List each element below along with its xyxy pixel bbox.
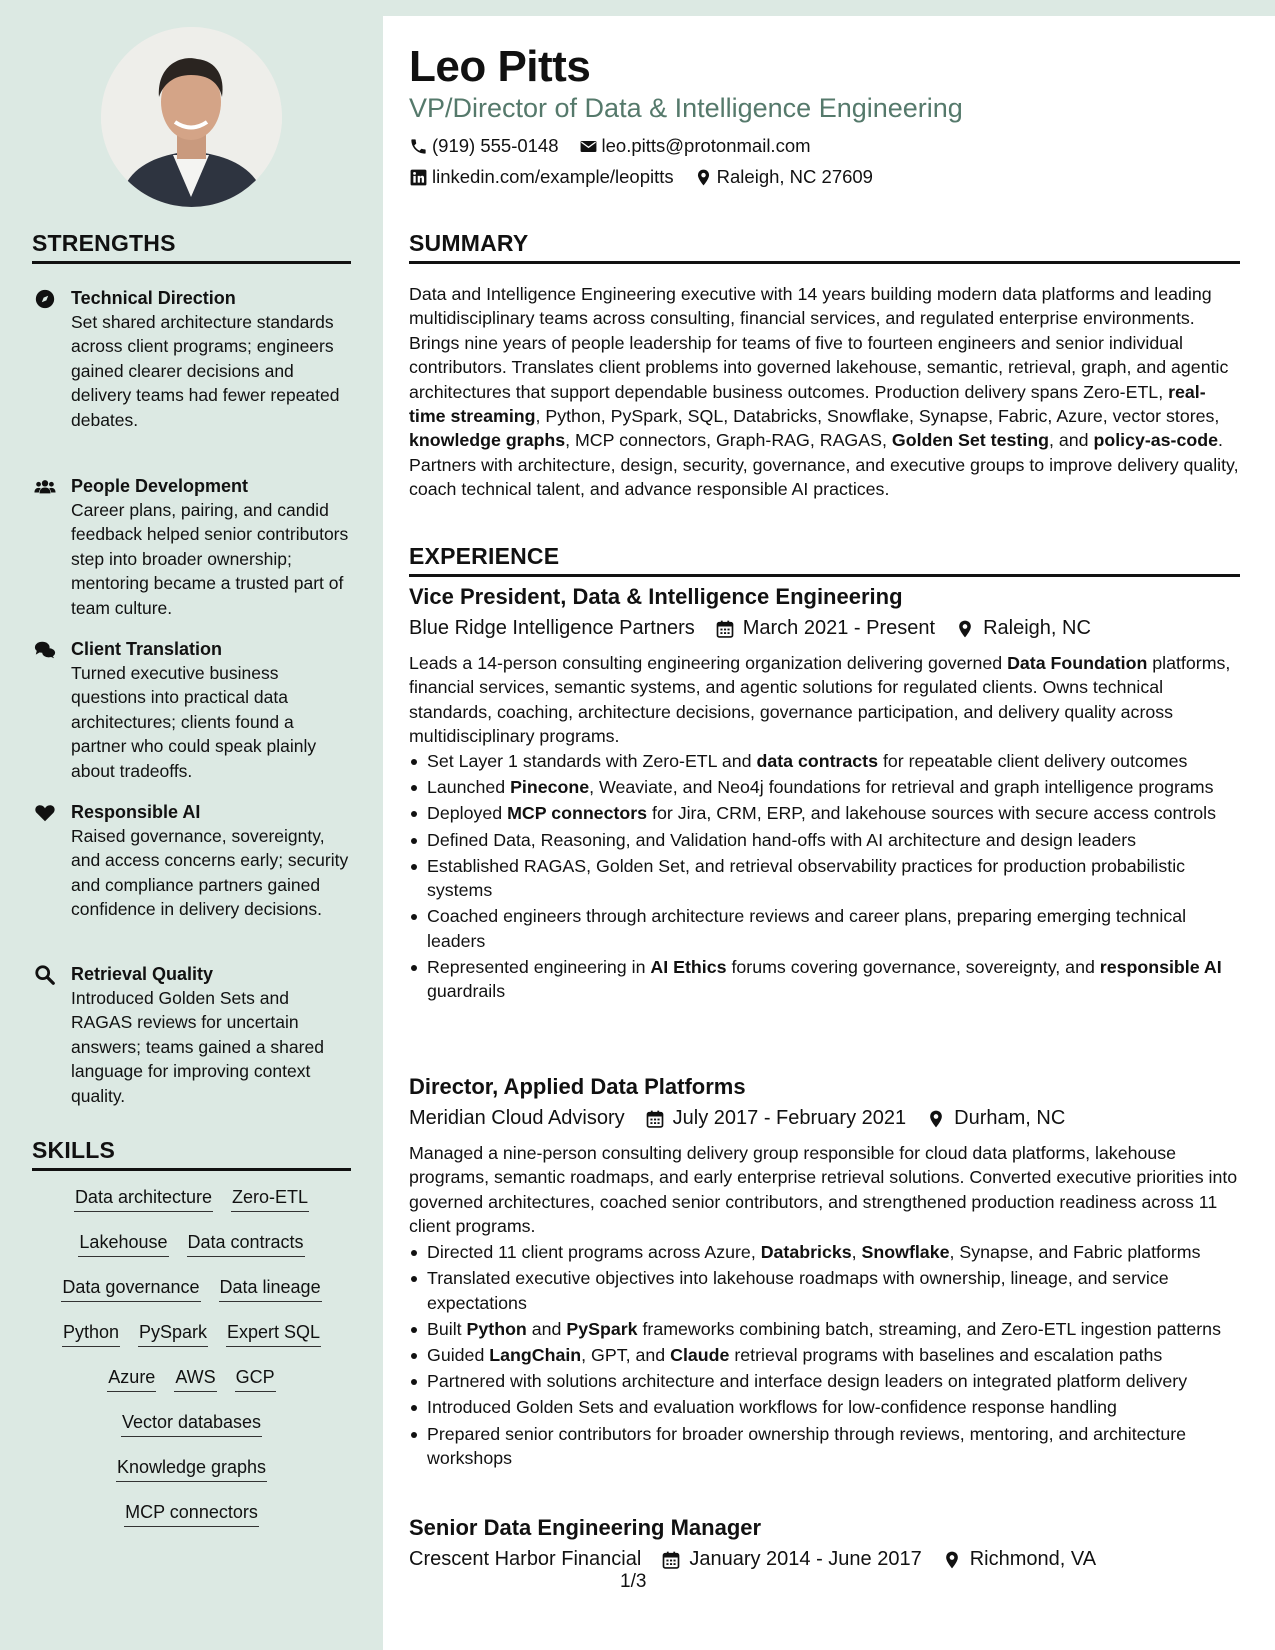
skill-row xyxy=(32,1449,351,1494)
bullet-text: Launched xyxy=(427,777,511,798)
bullet-text: Translated executive objectives into lakehouse roadmaps with ownership, lineage, and service expectations xyxy=(427,1268,1169,1313)
bullet-item xyxy=(409,1422,1241,1471)
strength-description: Set shared architecture standards across client programs; engineers gained clearer decisions and delivery teams had fewer repeated debates. xyxy=(71,312,340,430)
bullet-text: , xyxy=(851,1242,862,1262)
bullet-text: guardrails xyxy=(427,981,506,1002)
bullet-text: Defined Data, Reasoning, and Validation hand-offs with AI architecture and design leaders xyxy=(427,829,1137,850)
bullet-item xyxy=(409,904,1241,953)
bullet-text: , Weaviate, and Neo4j foundations for retrieval and graph intelligence programs xyxy=(589,777,1214,798)
strengths-section xyxy=(32,230,351,264)
job-title: Senior Data Engineering Manager xyxy=(409,1515,762,1540)
profile-photo xyxy=(101,27,282,207)
skill-row xyxy=(32,1359,351,1404)
job-title: Vice President, Data & Intelligence Engineering xyxy=(409,584,903,609)
job-location: Richmond, VA xyxy=(969,1548,1097,1570)
calendar-icon xyxy=(645,1109,665,1129)
strength-description: Introduced Golden Sets and RAGAS reviews for uncertain answers; teams gained a shared language for improving context quality. xyxy=(71,988,324,1106)
contact-row xyxy=(409,166,893,188)
skill-tag: AWS xyxy=(174,1365,216,1392)
skill-row xyxy=(32,1179,351,1224)
skill-tag: GCP xyxy=(235,1365,276,1392)
person-title: VP/Director of Data & Intelligence Engineering xyxy=(409,93,963,123)
summary-heading: SUMMARY xyxy=(409,230,1240,264)
bullet-text: , GPT, and xyxy=(581,1345,671,1366)
job-intro xyxy=(409,651,1241,749)
skill-row xyxy=(32,1314,351,1359)
company-name: Meridian Cloud Advisory xyxy=(409,1107,625,1129)
bullet-item xyxy=(409,828,1241,852)
bullet-bold-text: responsible AI xyxy=(1099,957,1222,978)
bullet-text: Guided xyxy=(427,1345,490,1366)
bullet-item xyxy=(409,854,1241,903)
bullet-text: , Synapse, and Fabric platforms xyxy=(949,1242,1201,1262)
bullet-text: Coached engineers through architecture reviews and career plans, preparing emerging technical leaders xyxy=(427,906,1187,951)
bullet-item xyxy=(409,1369,1241,1393)
bullet-text: Built xyxy=(427,1318,467,1339)
strength-item xyxy=(32,286,351,432)
strength-item xyxy=(32,637,351,783)
skill-tag: MCP connectors xyxy=(124,1500,259,1527)
strength-title: Retrieval Quality xyxy=(71,964,214,984)
person-name: Leo Pitts xyxy=(409,42,591,91)
bullet-item xyxy=(409,1266,1241,1315)
page-number: 1/3 xyxy=(620,1571,647,1592)
phone-number[interactable]: (919) 555-0148 xyxy=(432,135,559,156)
bullet-bold-text: Snowflake xyxy=(861,1242,950,1262)
location-pin-icon xyxy=(694,168,713,187)
job-intro xyxy=(409,1141,1241,1239)
summary-text-bold: knowledge graphs xyxy=(409,430,566,451)
strength-item xyxy=(32,474,351,620)
skill-row xyxy=(32,1269,351,1314)
experience-section xyxy=(409,543,1240,577)
heart-icon xyxy=(34,802,56,824)
skill-tag: Data architecture xyxy=(74,1185,213,1212)
strengths-heading: STRENGTHS xyxy=(32,230,351,264)
linkedin-icon xyxy=(409,168,428,187)
job-intro-part: Managed a nine-person consulting delivery group responsible for cloud data platforms, lakehouse programs, semantic roadmaps, and early enterprise retrieval solutions. Converted executive priorities into governed architectures, coached senior contributors, and strengthened production readiness across 11 client programs. xyxy=(409,1143,1238,1237)
bullet-item xyxy=(409,749,1241,773)
summary-text-part: . Partners with architecture, design, security, governance, and executive groups to improve delivery quality, coach technical talent, and advance responsible AI practices. xyxy=(409,430,1239,500)
job-meta xyxy=(409,1548,1116,1571)
strength-item xyxy=(32,800,351,922)
job-title: Director, Applied Data Platforms xyxy=(409,1074,746,1099)
job-bullets xyxy=(409,749,1241,1006)
bullet-text: Represented engineering in xyxy=(427,957,651,978)
bullet-bold-text: data contracts xyxy=(756,751,878,771)
skill-tag: Lakehouse xyxy=(78,1230,168,1257)
chat-bubbles-icon xyxy=(34,639,56,661)
bullet-text: Introduced Golden Sets and evaluation workflows for low-confidence response handling xyxy=(427,1397,1117,1418)
bullet-item xyxy=(409,801,1241,825)
linkedin-link[interactable]: linkedin.com/example/leopitts xyxy=(432,166,674,187)
summary-text-part: , MCP connectors, Graph-RAG, RAGAS, xyxy=(565,430,892,451)
bullet-bold-text: PySpark xyxy=(566,1318,638,1339)
bullet-text: Prepared senior contributors for broader ownership through reviews, mentoring, and architecture workshops xyxy=(427,1423,1187,1469)
bullet-bold-text: LangChain xyxy=(489,1345,582,1366)
compass-icon xyxy=(34,288,56,310)
skill-tag: Data governance xyxy=(61,1275,200,1302)
bullet-item xyxy=(409,1395,1241,1419)
bullet-text: and xyxy=(526,1318,567,1339)
job-dates: March 2021 - Present xyxy=(742,617,936,639)
job-intro-bold: Data Foundation xyxy=(1007,653,1148,673)
skills-section xyxy=(32,1137,351,1539)
skill-tag: Expert SQL xyxy=(226,1320,321,1347)
location-pin-icon xyxy=(926,1109,946,1129)
bullet-text: for Jira, CRM, ERP, and lakehouse sources with secure access controls xyxy=(647,803,1216,824)
job-location: Raleigh, NC xyxy=(983,617,1091,639)
job-intro-part: Leads a 14-person consulting engineering organization delivering governed xyxy=(409,653,1008,673)
bullet-item xyxy=(409,1317,1241,1341)
strength-description: Career plans, pairing, and candid feedback helped senior contributors step into broader ownership; mentoring became a trusted part of team culture. xyxy=(71,500,349,618)
skill-row xyxy=(32,1224,351,1269)
bullet-text: Partnered with solutions architecture and interface design leaders on integrated platform delivery xyxy=(427,1371,1188,1392)
bullet-text: Directed 11 client programs across Azure, xyxy=(427,1242,761,1262)
job-meta xyxy=(409,617,1111,640)
people-icon xyxy=(34,476,56,498)
job-dates: July 2017 - February 2021 xyxy=(672,1107,907,1129)
bullet-bold-text: AI Ethics xyxy=(650,957,727,978)
skill-tag: Knowledge graphs xyxy=(116,1455,267,1482)
bullet-text: forums covering governance, sovereignty, and xyxy=(726,957,1100,978)
bullet-bold-text: MCP connectors xyxy=(507,803,648,824)
bullet-bold-text: Pinecone xyxy=(510,777,590,798)
bullet-text: Set Layer 1 standards with Zero-ETL and xyxy=(427,751,757,771)
job-meta xyxy=(409,1107,1085,1130)
strength-title: People Development xyxy=(71,476,249,496)
calendar-icon xyxy=(661,1550,681,1570)
summary-text-part: , Python, PySpark, SQL, Databricks, Snowflake, Synapse, Fabric, Azure, vector stores, xyxy=(535,406,1220,427)
location-pin-icon xyxy=(955,619,975,639)
bullet-item xyxy=(409,1343,1241,1367)
job-intro-part: platforms, financial services, semantic systems, and agentic solutions for regulated clients. Owns technical standards, coaching, architecture decisions, governance participation, and delivery quality across multidisciplinary programs. xyxy=(409,653,1231,747)
skill-tag: Python xyxy=(62,1320,120,1347)
bullet-bold-text: Databricks xyxy=(760,1242,852,1262)
email-icon xyxy=(579,137,598,156)
job-location: Durham, NC xyxy=(954,1107,1066,1129)
skills-list xyxy=(32,1179,351,1539)
company-name: Crescent Harbor Financial xyxy=(409,1548,642,1570)
summary-text-bold: real-time streaming xyxy=(409,381,1206,427)
company-name: Blue Ridge Intelligence Partners xyxy=(409,617,695,639)
strength-title: Technical Direction xyxy=(71,288,236,308)
summary-section xyxy=(409,230,1240,264)
bullet-item xyxy=(409,1240,1241,1264)
skill-tag: Zero-ETL xyxy=(231,1185,309,1212)
skill-row xyxy=(32,1494,351,1539)
calendar-icon xyxy=(715,619,735,639)
skill-tag: Data contracts xyxy=(187,1230,305,1257)
search-icon xyxy=(34,964,56,986)
skill-row xyxy=(32,1404,351,1449)
location-pin-icon xyxy=(942,1550,962,1570)
summary-text-bold: Golden Set testing xyxy=(891,430,1049,451)
skill-tag: Azure xyxy=(107,1365,156,1392)
strength-description: Raised governance, sovereignty, and access concerns early; security and compliance partners gained confidence in delivery decisions. xyxy=(71,826,349,920)
skill-tag: PySpark xyxy=(138,1320,208,1347)
summary-text-part: , and xyxy=(1048,430,1094,451)
bullet-item xyxy=(409,775,1241,799)
strength-title: Client Translation xyxy=(71,639,223,659)
skills-heading: SKILLS xyxy=(32,1137,351,1171)
skill-tag: Data lineage xyxy=(219,1275,322,1302)
strength-description: Turned executive business questions into practical data architectures; clients found a partner who could speak plainly about tradeoffs. xyxy=(71,663,317,781)
bullet-text: Established RAGAS, Golden Set, and retrieval observability practices for production probabilistic systems xyxy=(427,855,1186,901)
location: Raleigh, NC 27609 xyxy=(716,166,873,187)
contact-row xyxy=(409,135,831,157)
bullet-text: for repeatable client delivery outcomes xyxy=(878,751,1188,771)
summary-text xyxy=(409,282,1241,502)
bullet-bold-text: Claude xyxy=(670,1345,730,1366)
summary-text-bold: policy-as-code xyxy=(1093,430,1218,451)
bullet-bold-text: Python xyxy=(466,1318,527,1339)
job-bullets xyxy=(409,1240,1241,1472)
summary-text-part: Data and Intelligence Engineering executive with 14 years building modern data platforms and leading multidisciplinary teams across consulting, financial services, and regulated enterprise environments. Brings nine years of people leadership for teams of five to fourteen engineers and senior individual contributors. Translates client problems into governed lakehouse, semantic, retrieval, graph, and agentic architectures that support dependable business outcomes. Production delivery spans Zero-ETL, xyxy=(409,284,1229,402)
email-address[interactable]: leo.pitts@protonmail.com xyxy=(601,135,811,156)
bullet-text: retrieval programs with baselines and escalation paths xyxy=(729,1345,1163,1366)
strength-item xyxy=(32,962,351,1108)
job-dates: January 2014 - June 2017 xyxy=(689,1548,922,1570)
bullet-item xyxy=(409,955,1241,1004)
experience-heading: EXPERIENCE xyxy=(409,543,1240,577)
bullet-text: Deployed xyxy=(427,803,508,824)
bullet-text: frameworks combining batch, streaming, and Zero-ETL ingestion patterns xyxy=(637,1318,1221,1339)
strength-title: Responsible AI xyxy=(71,802,201,822)
skill-tag: Vector databases xyxy=(121,1410,262,1437)
phone-icon xyxy=(409,137,428,156)
